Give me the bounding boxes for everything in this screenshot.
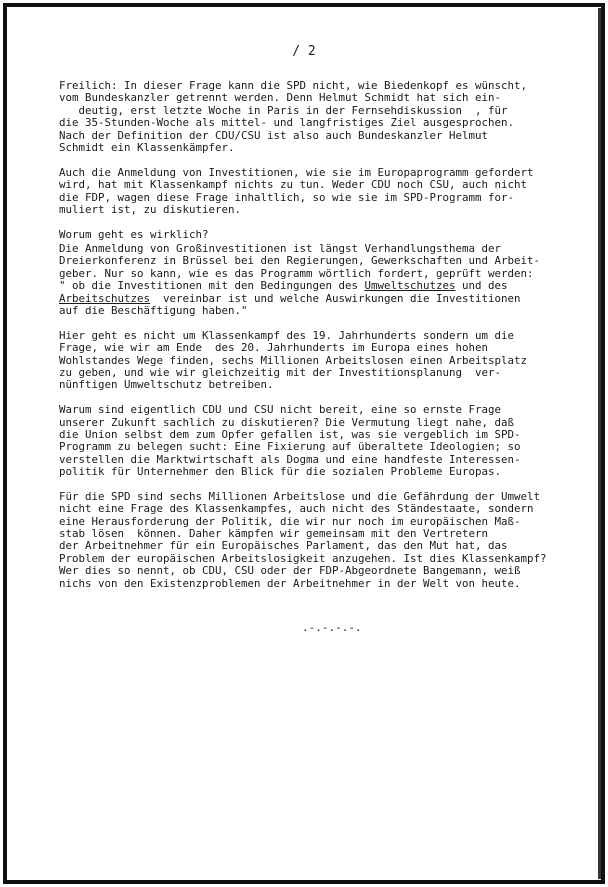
page-number: / 2	[292, 44, 316, 59]
paragraph	[59, 243, 599, 317]
text-line: die 35-Stunden-Woche als mittel- und langfristiges Ziel ausgesprochen.	[59, 116, 515, 130]
text-line: Arbeitschutzes vereinbar ist und welche Auswirkungen die Investitionen	[59, 291, 521, 305]
document-body	[59, 80, 599, 602]
text-line: Auch die Anmeldung von Investitionen, wie sie im Europaprogramm gefordert	[59, 165, 534, 179]
text-line: politik für Unternehmer den Blick für die sozialen Probleme Europas.	[59, 465, 502, 479]
text-line: geber. Nur so kann, wie es das Programm wörtlich fordert, geprüft werden:	[59, 266, 534, 280]
underlined-word: Umweltschutzes	[364, 279, 456, 293]
text-line: zu geben, und wie wir gleichzeitig mit der Investitionsplanung ver-	[59, 365, 502, 379]
text-line: Frage, wie wir am Ende des 20. Jahrhunderts im Europa eines hohen	[59, 341, 489, 355]
text-line: verstellen die Marktwirtschaft als Dogma und eine handfeste Interessen-	[59, 452, 521, 466]
text-line: nichs von den Existenzproblemen der Arbeitnehmer in der Welt von heute.	[59, 576, 521, 590]
paragraph	[59, 491, 599, 590]
text-line: wird, hat mit Klassenkampf nichts zu tun. Weder CDU noch CSU, auch nicht	[59, 178, 528, 192]
text-line: Die Anmeldung von Großinvestitionen ist längst Verhandlungsthema der	[59, 242, 502, 256]
end-separator: .-.-.-.-.	[302, 621, 362, 634]
text-line: deutig, erst letzte Woche in Paris in der Fernsehdiskussion , für	[59, 103, 508, 117]
section-heading	[59, 229, 599, 241]
text-line: Freilich: In dieser Frage kann die SPD nicht, wie Biedenkopf es wünscht,	[59, 79, 528, 92]
text-line: Hier geht es nicht um Klassenkampf des 19. Jahrhunderts sondern um die	[59, 328, 515, 342]
paragraph	[59, 80, 599, 154]
paragraph	[59, 330, 599, 392]
text-line: auf die Beschäftigung haben."	[59, 304, 248, 318]
text-line: " ob die Investitionen mit den Bedingungen des Umweltschutzes und des	[59, 279, 508, 293]
paragraph	[59, 404, 599, 478]
text-line: unserer Zukunft sachlich zu diskutieren? Die Vermutung liegt nahe, daß	[59, 415, 515, 429]
text-line: Problem der europäischen Arbeitslosigkeit anzugehen. Ist dies Klassenkampf?	[59, 551, 547, 565]
text-line: Nach der Definition der CDU/CSU ist also auch Bundeskanzler Helmut	[59, 128, 489, 142]
text-line: Schmidt ein Klassenkämpfer.	[59, 140, 235, 154]
text-line: Für die SPD sind sechs Millionen Arbeitslose und die Gefährdung der Umwelt	[59, 489, 541, 503]
text-line: eine Herausforderung der Politik, die wir nur noch im europäischen Maß-	[59, 514, 521, 528]
text-line: stab lösen können. Daher kämpfen wir gemeinsam mit den Vertretern	[59, 527, 489, 541]
text-line: vom Bundeskanzler getrennt werden. Denn Helmut Schmidt hat sich ein-	[59, 91, 502, 105]
text-line: nünftigen Umweltschutz betreiben.	[59, 378, 274, 392]
text-line: nicht eine Frage des Klassenkampfes, auch nicht des Ständestaate, sondern	[59, 502, 534, 516]
paragraph	[59, 167, 599, 217]
text-line: Programm zu belegen sucht: Eine Fixierung auf überaltete Ideologien; so	[59, 440, 521, 454]
text-line: die Union selbst dem zum Opfer gefallen ist, was sie vergeblich im SPD-	[59, 427, 521, 441]
text-line: die FDP, wagen diese Frage inhaltlich, so wie sie im SPD-Programm for-	[59, 190, 515, 204]
underlined-word: Arbeitschutzes	[59, 291, 151, 305]
text-line: Wer dies so nennt, ob CDU, CSU oder der FDP-Abgeordnete Bangemann, weiß	[59, 564, 521, 578]
text-line: Dreierkonferenz in Brüssel bei den Regierungen, Gewerkschaften und Arbeit-	[59, 254, 541, 268]
text-line: Wohlstandes Wege finden, sechs Millionen Arbeitslosen einen Arbeitsplatz	[59, 353, 528, 367]
text-line: der Arbeitnehmer für ein Europäisches Parlament, das den Mut hat, das	[59, 539, 508, 553]
text-line: Worum geht es wirklich?	[59, 227, 209, 241]
text-line: Warum sind eigentlich CDU und CSU nicht bereit, eine so ernste Frage	[59, 403, 502, 417]
text-line: muliert ist, zu diskutieren.	[59, 202, 242, 216]
